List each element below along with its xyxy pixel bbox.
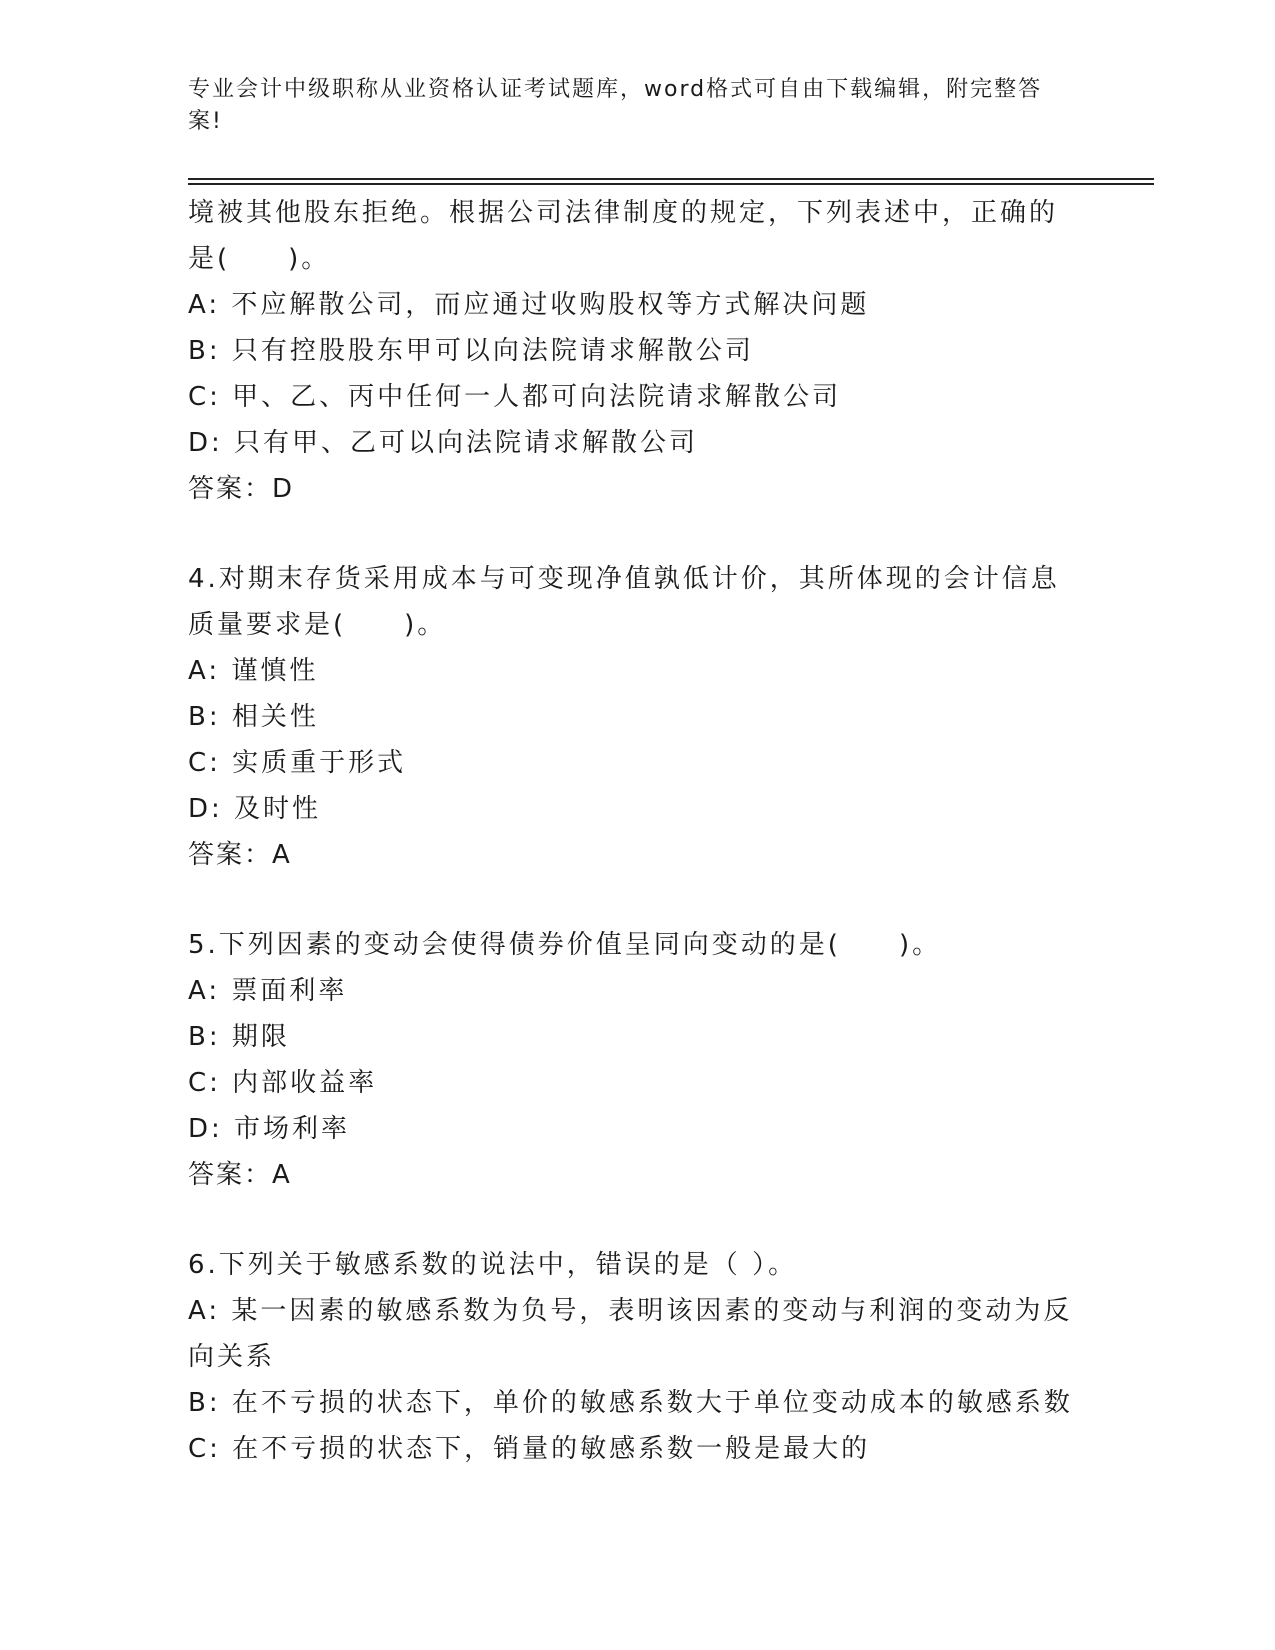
option-a: A: 不应解散公司，而应通过收购股权等方式解决问题: [188, 290, 870, 320]
header-divider-top: [188, 178, 1154, 180]
header-line-2: 案!: [188, 109, 223, 134]
question-5: [188, 922, 1088, 1198]
header-divider-bottom: [188, 183, 1154, 185]
option-c: C: 内部收益率: [188, 1068, 378, 1098]
option-b: B: 期限: [188, 1022, 290, 1052]
question-stem-line: 6.下列关于敏感系数的说法中，错误的是（ ）。: [188, 1250, 798, 1280]
question-stem-line: 5.下列因素的变动会使得债券价值呈同向变动的是( )。: [188, 930, 942, 960]
question-stem-line: 境被其他股东拒绝。根据公司法律制度的规定，下列表述中，正确的: [188, 198, 1059, 228]
question-stem-line: 是( )。: [188, 244, 331, 274]
option-d: D: 及时性: [188, 794, 322, 824]
option-d: D: 只有甲、乙可以向法院请求解散公司: [188, 428, 699, 458]
question-3: [188, 190, 1088, 512]
option-b: B: 只有控股股东甲可以向法院请求解散公司: [188, 336, 754, 366]
answer-value: A: [272, 840, 292, 870]
document-header: [188, 74, 1068, 138]
option-a-continued: 向关系: [188, 1342, 276, 1372]
answer-line: [188, 1152, 1088, 1198]
question-6: [188, 1242, 1088, 1472]
answer-value: D: [272, 474, 295, 504]
option-c: C: 在不亏损的状态下，销量的敏感系数一般是最大的: [188, 1434, 871, 1464]
option-b: B: 相关性: [188, 702, 319, 732]
question-stem-line: 4.对期末存货采用成本与可变现净值孰低计价，其所体现的会计信息: [188, 564, 1060, 594]
option-c: C: 甲、乙、丙中任何一人都可向法院请求解散公司: [188, 382, 842, 412]
question-list: [188, 190, 1088, 1516]
option-a: A: 谨慎性: [188, 656, 319, 686]
answer-label: 答案：: [188, 1160, 273, 1190]
answer-value: A: [272, 1160, 292, 1190]
answer-label: 答案：: [188, 840, 273, 870]
option-a: A: 票面利率: [188, 976, 348, 1006]
question-4: [188, 556, 1088, 878]
option-a: A: 某一因素的敏感系数为负号，表明该因素的变动与利润的变动为反: [188, 1296, 1073, 1326]
question-stem-line: 质量要求是( )。: [188, 610, 447, 640]
answer-line: [188, 832, 1088, 878]
option-c: C: 实质重于形式: [188, 748, 407, 778]
option-b: B: 在不亏损的状态下，单价的敏感系数大于单位变动成本的敏感系数: [188, 1388, 1073, 1418]
answer-label: 答案：: [188, 474, 273, 504]
option-d: D: 市场利率: [188, 1114, 351, 1144]
answer-line: [188, 466, 1088, 512]
header-line-1: 专业会计中级职称从业资格认证考试题库，word格式可自由下载编辑，附完整答: [188, 77, 1043, 102]
